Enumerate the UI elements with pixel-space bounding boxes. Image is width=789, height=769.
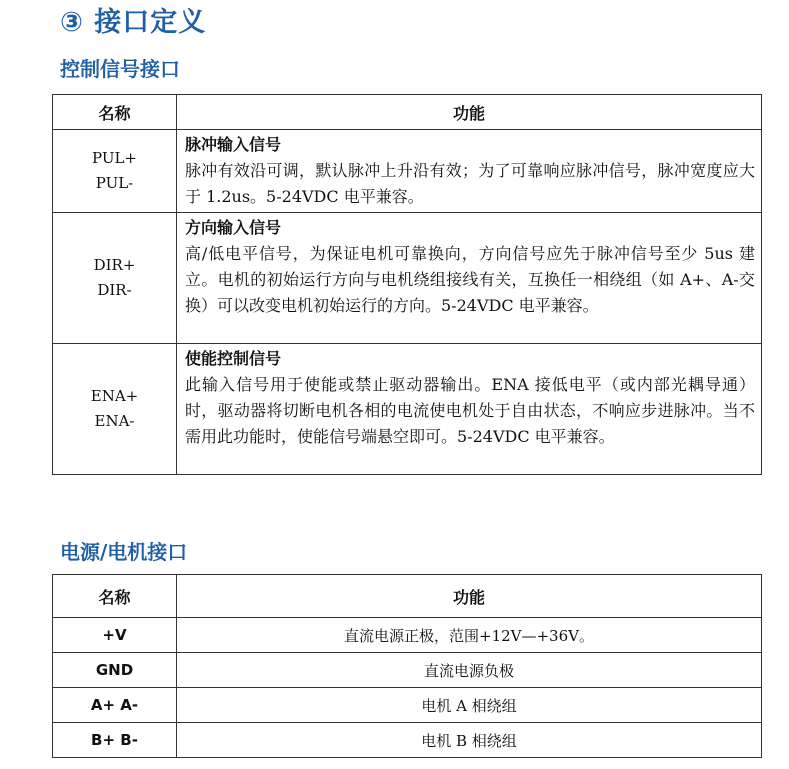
- terminal-function: 直流电源负极: [177, 653, 762, 688]
- table-row: [53, 213, 762, 344]
- table-row: [53, 130, 762, 213]
- table-row: [53, 653, 762, 688]
- signal-function-cell: [177, 213, 762, 344]
- signal-description: 脉冲有效沿可调，默认脉冲上升沿有效；为了可靠响应脉冲信号，脉冲宽度应大于 1.2us。5-24VDC 电平兼容。: [185, 161, 755, 206]
- terminal-name: +V: [53, 618, 177, 653]
- signal-title: 使能控制信号: [185, 349, 282, 368]
- terminal-function: 电机 A 相绕组: [177, 688, 762, 723]
- signal-name-plus: ENA+: [90, 387, 139, 405]
- terminal-name: A+ A-: [53, 688, 177, 723]
- terminal-name: B+ B-: [53, 723, 177, 758]
- terminal-function: 直流电源正极，范围+12V—+36V。: [177, 618, 762, 653]
- column-header-function: 功能: [177, 575, 762, 618]
- column-header-name: 名称: [53, 95, 177, 130]
- column-header-function: 功能: [177, 95, 762, 130]
- table-row: [53, 723, 762, 758]
- signal-name-minus: PUL-: [95, 174, 134, 192]
- signal-name-cell: [53, 130, 177, 213]
- control-signal-heading: 控制信号接口: [60, 57, 180, 81]
- section-title: ③ 接口定义: [60, 7, 207, 38]
- table-header-row: [53, 575, 762, 618]
- signal-title: 脉冲输入信号: [185, 135, 282, 154]
- signal-name-minus: DIR-: [97, 281, 132, 299]
- table-row: [53, 344, 762, 475]
- signal-description: 此输入信号用于使能或禁止驱动器输出。ENA 接低电平（或内部光耦导通）时，驱动器将切断电机各相的电流使电机处于自由状态，不响应步进脉冲。当不需用此功能时，使能信号端悬空即可。5-24VDC 电平兼容。: [185, 375, 755, 446]
- table-row: [53, 688, 762, 723]
- terminal-function: 电机 B 相绕组: [177, 723, 762, 758]
- signal-function-cell: [177, 344, 762, 475]
- signal-title: 方向输入信号: [185, 218, 282, 237]
- signal-name-plus: DIR+: [93, 256, 136, 274]
- power-motor-heading: 电源/电机接口: [60, 540, 188, 564]
- table-row: [53, 618, 762, 653]
- signal-function-cell: [177, 130, 762, 213]
- terminal-name: GND: [53, 653, 177, 688]
- signal-description: 高/低电平信号，为保证电机可靠换向，方向信号应先于脉冲信号至少 5us 建立。电机的初始运行方向与电机绕组接线有关，互换任一相绕组（如 A+、A-交换）可以改变电机初始运行的方向。5-24VDC 电平兼容。: [185, 244, 755, 315]
- column-header-name: 名称: [53, 575, 177, 618]
- signal-name-plus: PUL+: [92, 149, 137, 167]
- power-motor-table: [52, 574, 762, 758]
- signal-name-minus: ENA-: [94, 412, 135, 430]
- control-signal-table: [52, 94, 762, 475]
- signal-name-cell: [53, 344, 177, 475]
- table-header-row: [53, 95, 762, 130]
- signal-name-cell: [53, 213, 177, 344]
